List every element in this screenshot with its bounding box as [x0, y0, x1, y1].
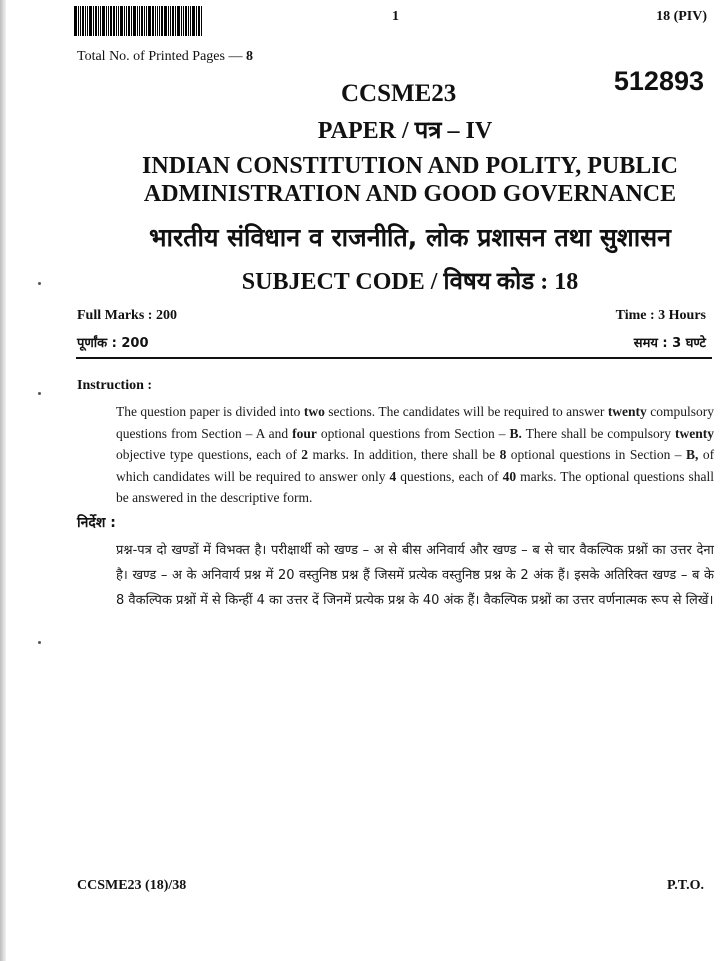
barcode-bar: [141, 6, 143, 36]
barcode-bar: [170, 6, 171, 36]
barcode-bar: [164, 6, 167, 36]
paper-title-english: INDIAN CONSTITUTION AND POLITY, PUBLIC ADMINISTRATION AND GOOD GOVERNANCE: [142, 153, 678, 207]
barcode-bar: [177, 6, 180, 36]
barcode-bar: [133, 6, 136, 36]
barcode-bar: [175, 6, 176, 36]
barcode-bar: [192, 6, 195, 36]
barcode-bar: [95, 6, 97, 36]
barcode-bar: [80, 6, 81, 36]
paper-heading: PAPER / पत्र – IV: [317, 118, 493, 144]
barcode-bar: [106, 6, 107, 36]
printed-pages-label: Total No. of Printed Pages —: [77, 49, 243, 64]
page-number: 1: [392, 9, 399, 24]
barcode-bar: [82, 6, 84, 36]
paper-title-hindi: भारतीय संविधान व राजनीति, लोक प्रशासन तथा सुशासन: [148, 223, 672, 252]
printed-pages: [77, 49, 253, 65]
barcode-bar: [155, 6, 156, 36]
barcode-bar: [87, 6, 88, 36]
barcode-bar: [118, 6, 119, 36]
barcode-bar: [100, 6, 101, 36]
divider-rule: [76, 357, 712, 359]
barcode-bar: [93, 6, 94, 36]
paper-code: CCSME23: [341, 80, 457, 107]
instruction-text: The question paper is divided into two sections. The candidates will be required to answer twenty compulsory questions from Section – A and four optional questions from Section – B. There shall be compulsory twenty objective type questions, each of 2 marks. In addition, there shall be 8 optional questions in Section – B, of which candidates will be required to answer only 4 questions, each of 40 marks. The optional questions shall be answered in the descriptive form.: [116, 404, 715, 505]
barcode-bar: [89, 6, 92, 36]
barcode-bar: [198, 6, 200, 36]
barcode-bar: [183, 6, 184, 36]
barcode: [74, 6, 230, 36]
barcode-bar: [126, 6, 127, 36]
full-marks: Full Marks : 200: [77, 308, 177, 323]
barcode-bar: [190, 6, 191, 36]
barcode-bar: [128, 6, 130, 36]
barcode-bar: [98, 6, 99, 36]
barcode-bar: [124, 6, 125, 36]
barcode-bar: [146, 6, 147, 36]
barcode-bar: [131, 6, 132, 36]
barcode-bar: [139, 6, 140, 36]
barcode-bar: [196, 6, 197, 36]
nirdesh-label: निर्देश :: [77, 515, 116, 531]
series-code: 18 (PIV): [656, 9, 707, 24]
barcode-bar: [185, 6, 187, 36]
barcode-bar: [168, 6, 169, 36]
barcode-bar: [148, 6, 151, 36]
barcode-bar: [161, 6, 163, 36]
barcode-bar: [116, 6, 117, 36]
barcode-bar: [172, 6, 174, 36]
barcode-bar: [137, 6, 138, 36]
barcode-bar: [159, 6, 160, 36]
barcode-bar: [157, 6, 158, 36]
barcode-bar: [201, 6, 202, 36]
subject-code: SUBJECT CODE / विषय कोड : 18: [241, 269, 579, 295]
barcode-bar: [188, 6, 189, 36]
time-allowed-hindi: समय : 3 घण्टे: [633, 336, 706, 351]
barcode-bar: [120, 6, 123, 36]
barcode-bar: [102, 6, 105, 36]
barcode-bar: [113, 6, 115, 36]
barcode-bar: [85, 6, 86, 36]
instruction-label: Instruction :: [77, 378, 153, 393]
barcode-bar: [181, 6, 182, 36]
barcode-bar: [144, 6, 145, 36]
barcode-bar: [74, 6, 77, 36]
time-allowed: Time : 3 Hours: [615, 308, 706, 323]
footer-pto: P.T.O.: [667, 878, 704, 893]
serial-number: 512893: [613, 66, 704, 96]
barcode-bar: [108, 6, 109, 36]
barcode-bar: [152, 6, 154, 36]
nirdesh-text: प्रश्न-पत्र दो खण्डों में विभक्त है। परीक्षार्थी को खण्ड – अ से बीस अनिवार्य और खण्ड – ब से चार वैकल्पिक प्रश्नों का उत्तर देना है। खण्ड – अ के अनिवार्य प्रश्न में 20 वस्तुनिष्ठ प्रश्न हैं जिसमें प्रत्येक वस्तुनिष्ठ प्रश्न के 2 अंक हैं। इसके अतिरिक्त खण्ड – ब के 8 वैकल्पिक प्रश्नों में से किन्हीं 4 का उत्तर दें जिनमें प्रत्येक प्रश्न के 40 अंक हैं। वैकल्पिक प्रश्नों का उत्तर वर्णनात्मक रूप से लिखें।: [116, 543, 714, 608]
barcode-bar: [110, 6, 112, 36]
printed-pages-count: 8: [245, 49, 253, 64]
full-marks-hindi: पूर्णांक : 200: [77, 336, 149, 351]
barcode-bar: [78, 6, 79, 36]
footer-code: CCSME23 (18)/38: [77, 878, 187, 893]
